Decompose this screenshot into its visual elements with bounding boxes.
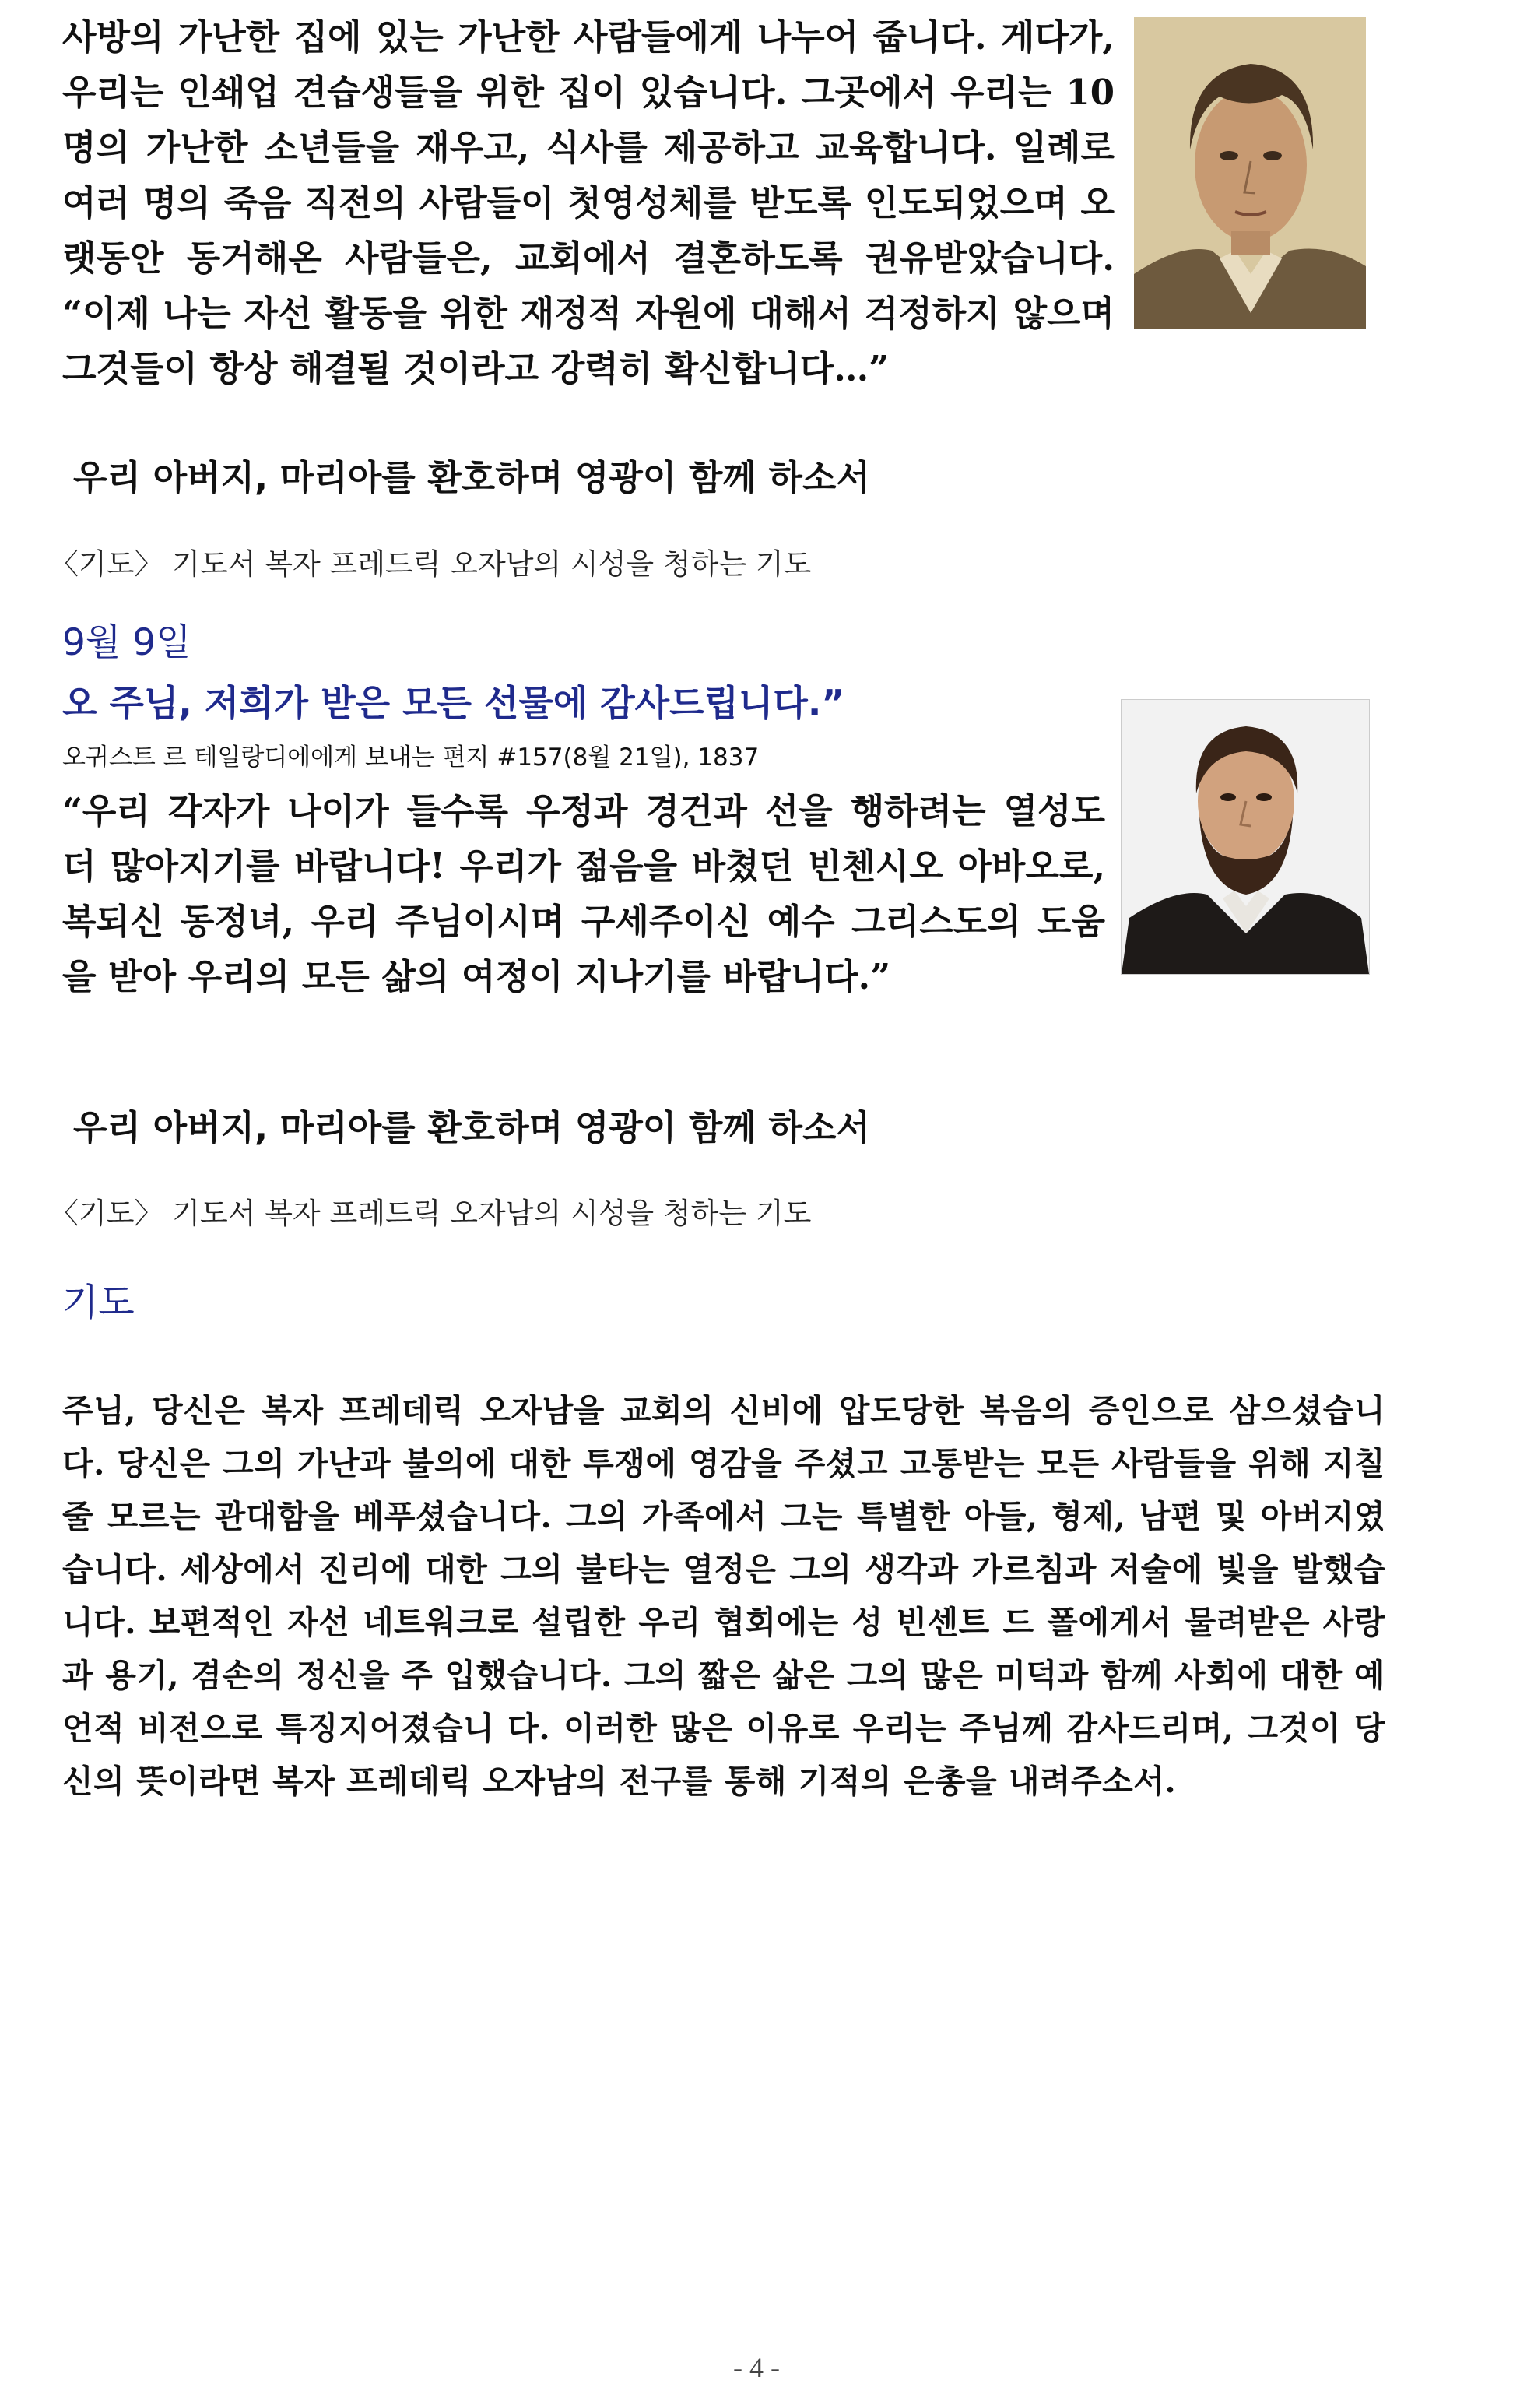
refrain-1: 우리 아버지, 마리아를 환호하며 영광이 함께 하소서 <box>73 457 870 498</box>
prayer-title: 기도 <box>62 1281 135 1324</box>
intro-paragraph: 사방의 가난한 집에 있는 가난한 사람들에게 나누어 줍니다. 게다가, 우리는 인쇄업 견습생들을 위한 집이 있습니다. 그곳에서 우리는 10명의 가난한 소년들을 재우고, 식사를 제공하고 교육합니다. 일례로 여러 명의 죽음 직전의 사람들이 첫영성체를 받도록 인도되었으며 오랫동안 동거해온 사람들은, 교회에서 결혼하도록 권유받았습니다. “이제 나는 자선 활동을 위한 재정적 자원에 대해서 걱정하지 않으며 그것들이 항상 해결될 것이라고 강력히 확신합니다…” <box>62 16 1115 389</box>
entry-quote-paragraph: “우리 각자가 나이가 들수록 우정과 경건과 선을 행하려는 열성도 더 많아지기를 바랍니다! 우리가 젊음을 바쳤던 빈첸시오 아바오로, 복되신 동정녀, 우리 주님이시며 구세주이신 예수 그리스도의 도움을 받아 우리의 모든 삶의 여정이 지나기를 바랍니다.” <box>62 790 1105 997</box>
portrait-bearded-man-image <box>1121 699 1370 975</box>
refrain-2: 우리 아버지, 마리아를 환호하며 영광이 함께 하소서 <box>73 1107 870 1148</box>
prayer-note-2: 〈기도〉 기도서 복자 프레드릭 오자남의 시성을 청하는 기도 <box>50 1197 812 1230</box>
page-number: - 4 - <box>733 2352 780 2383</box>
date-heading: 9월 9일 <box>62 621 191 664</box>
quote-title: 오 주님, 저희가 받은 모든 선물에 감사드립니다.” <box>62 682 845 724</box>
prayer-paragraph: 주님, 당신은 복자 프레데릭 오자남을 교회의 신비에 압도당한 복음의 증인으로 삼으셨습니다. 당신은 그의 가난과 불의에 대한 투쟁에 영감을 주셨고 고통받는 모든 사람들을 위해 지칠 줄 모르는 관대함을 베푸셨습니다. 그의 가족에서 그는 특별한 아들, 형제, 남편 및 아버지였습니다. 세상에서 진리에 대한 그의 불타는 열정은 그의 생각과 가르침과 저술에 빛을 발했습니다. 보편적인 자선 네트워크로 설립한 우리 협회에는 성 빈센트 드 폴에게서 물려받은 사랑과 용기, 겸손의 정신을 주 입했습니다. 그의 짧은 삶은 그의 많은 미덕과 함께 사회에 대한 예언적 비전으로 특징지어졌습니 다. 이러한 많은 이유로 우리는 주님께 감사드리며, 그것이 당신의 뜻이라면 복자 프레데릭 오자남의 전구를 통해 기적의 은총을 내려주소서. <box>62 1392 1385 1800</box>
portrait-young-man-image <box>1134 17 1366 329</box>
letter-source: 오귀스트 르 테일랑디에에게 보내는 편지 #157(8월 21일), 1837 <box>62 743 760 772</box>
prayer-note-1: 〈기도〉 기도서 복자 프레드릭 오자남의 시성을 청하는 기도 <box>50 547 812 581</box>
